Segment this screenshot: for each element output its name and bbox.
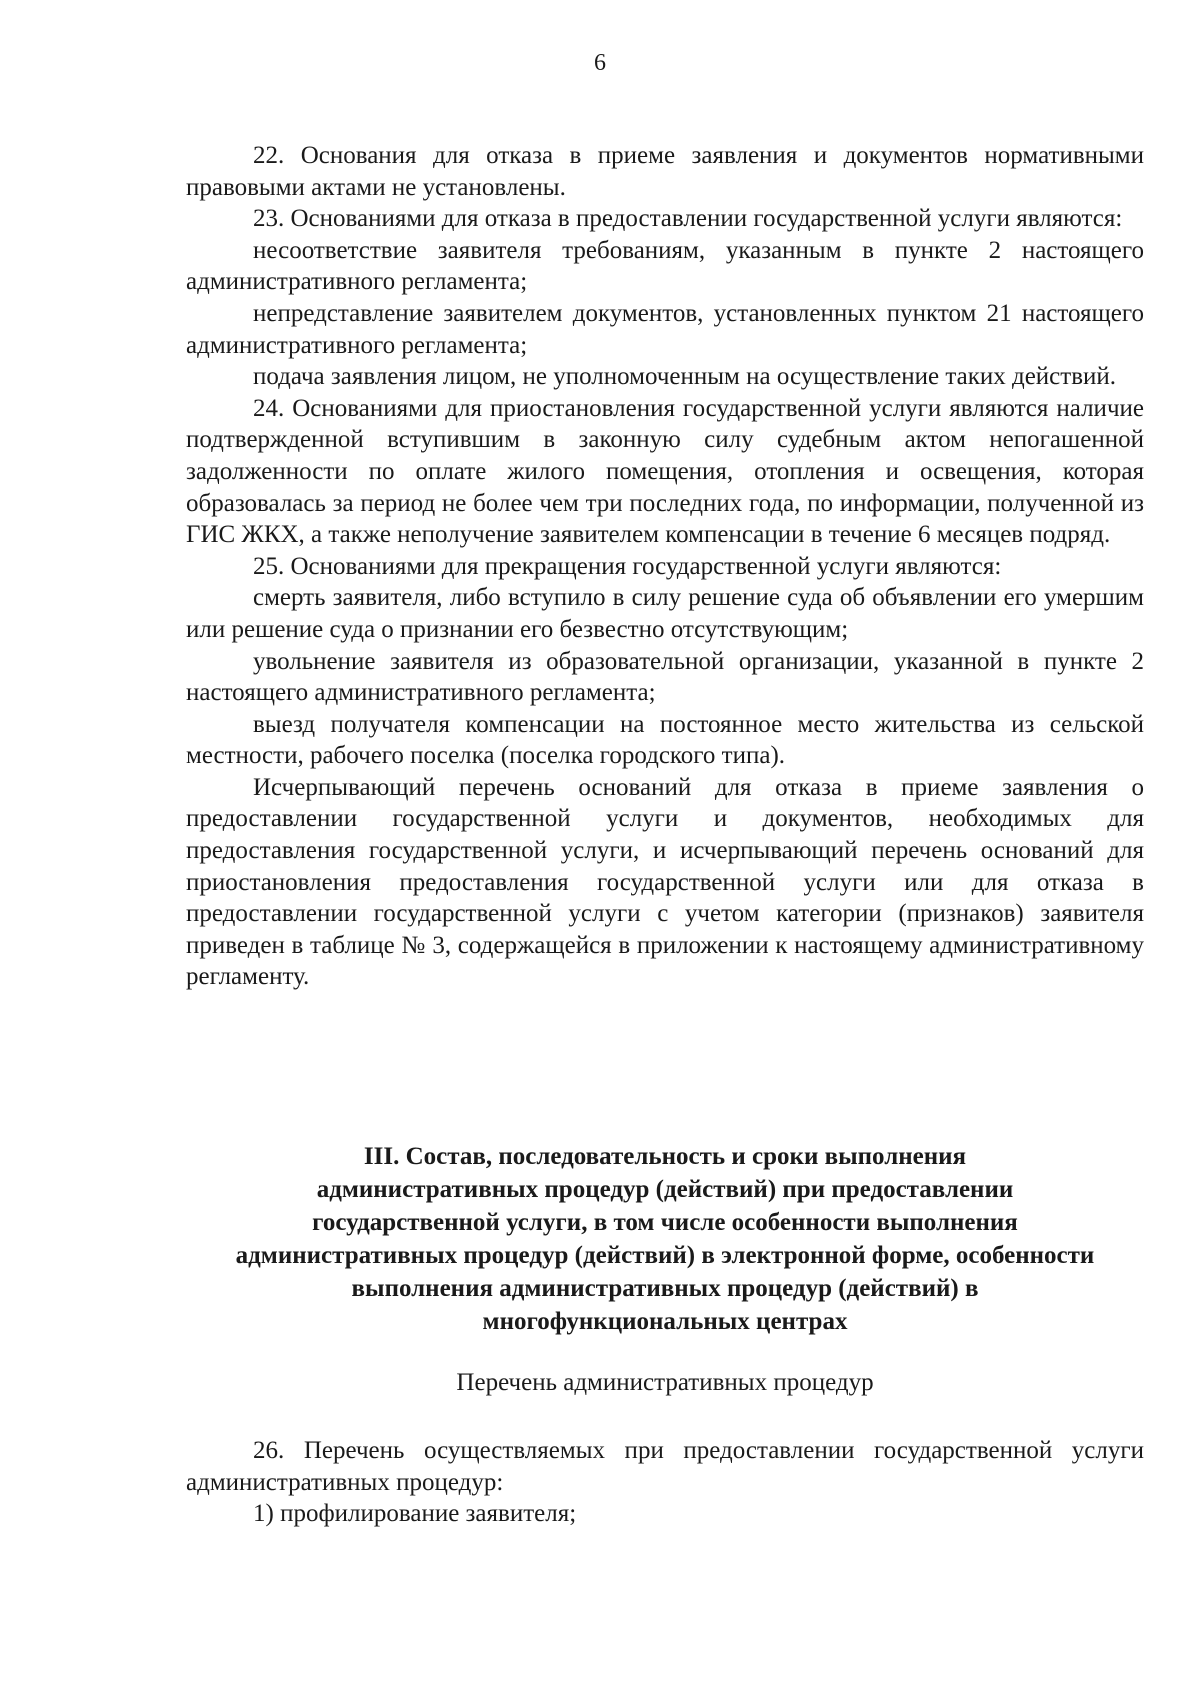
list-item: смерть заявителя, либо вступило в силу решение суда об объявлении его умершим или решение суда о признании его безвестно отсутствующим; xyxy=(186,584,1144,643)
list-item: увольнение заявителя из образовательной организации, указанной в пункте 2 настоящего административного регламента; xyxy=(186,647,1144,707)
paragraph-24: 24. Основаниями для приостановления государственной услуги являются наличие подтвержденной вступившим в законную силу судебным актом непогашенной задолженности по оплате жилого помещения, отопления и освещения, которая образовалась за период не более чем три последних года, по информации, полученной из ГИС ЖКХ, а также неполучение заявителем компенсации в течение 6 месяцев подряд. xyxy=(186,394,1144,549)
list-item: подача заявления лицом, не уполномоченным на осуществление таких действий. xyxy=(253,363,1117,391)
list-item: выезд получателя компенсации на постоянное место жительства из сельской местности, рабочего поселка (поселка городского типа). xyxy=(186,710,1144,770)
page-number: 6 xyxy=(594,50,606,76)
section-heading xyxy=(186,1140,1144,1338)
paragraph-26: 26. Перечень осуществляемых при предоставлении государственной услуги административных процедур: xyxy=(186,1437,1144,1496)
list-item: несоответствие заявителя требованиям, указанным в пункте 2 настоящего административного регламента; xyxy=(186,236,1144,296)
list-item: непредставление заявителем документов, установленных пунктом 21 настоящего административного регламента; xyxy=(186,299,1144,359)
subheading: Перечень административных процедур xyxy=(456,1369,874,1396)
list-item: 1) профилирование заявителя; xyxy=(253,1500,577,1528)
exhaustive-list-paragraph: Исчерпывающий перечень оснований для отказа в приеме заявления о предоставлении государственной услуги и документов, необходимых для предоставления государственной услуги, и исчерпывающий перечень оснований для приостановления предоставления государственной услуги или для отказа в предоставлении государственной услуги с учетом категории (признаков) заявителя приведен в таблице № 3, содержащейся в приложении к настоящему административному регламенту. xyxy=(186,773,1144,991)
section-heading-line: выполнения административных процедур (действий) в xyxy=(351,1275,979,1302)
paragraph-22: 22. Основания для отказа в приеме заявления и документов нормативными правовыми актами не установлены. xyxy=(186,142,1144,201)
section-heading-line: III. Состав, последовательность и сроки выполнения xyxy=(363,1143,967,1170)
section-heading-line: административных процедур (действий) в электронной форме, особенности xyxy=(235,1242,1095,1269)
section-heading-line: административных процедур (действий) при предоставлении xyxy=(316,1176,1014,1203)
procedures-list xyxy=(186,1435,1144,1530)
body-text xyxy=(186,140,1144,993)
paragraph-23: 23. Основаниями для отказа в предоставлении государственной услуги являются: xyxy=(253,205,1123,233)
paragraph-25: 25. Основаниями для прекращения государственной услуги являются: xyxy=(253,552,1002,580)
section-heading-line: многофункциональных центрах xyxy=(482,1308,848,1335)
section-heading-line: государственной услуги, в том числе особенности выполнения xyxy=(312,1209,1018,1236)
